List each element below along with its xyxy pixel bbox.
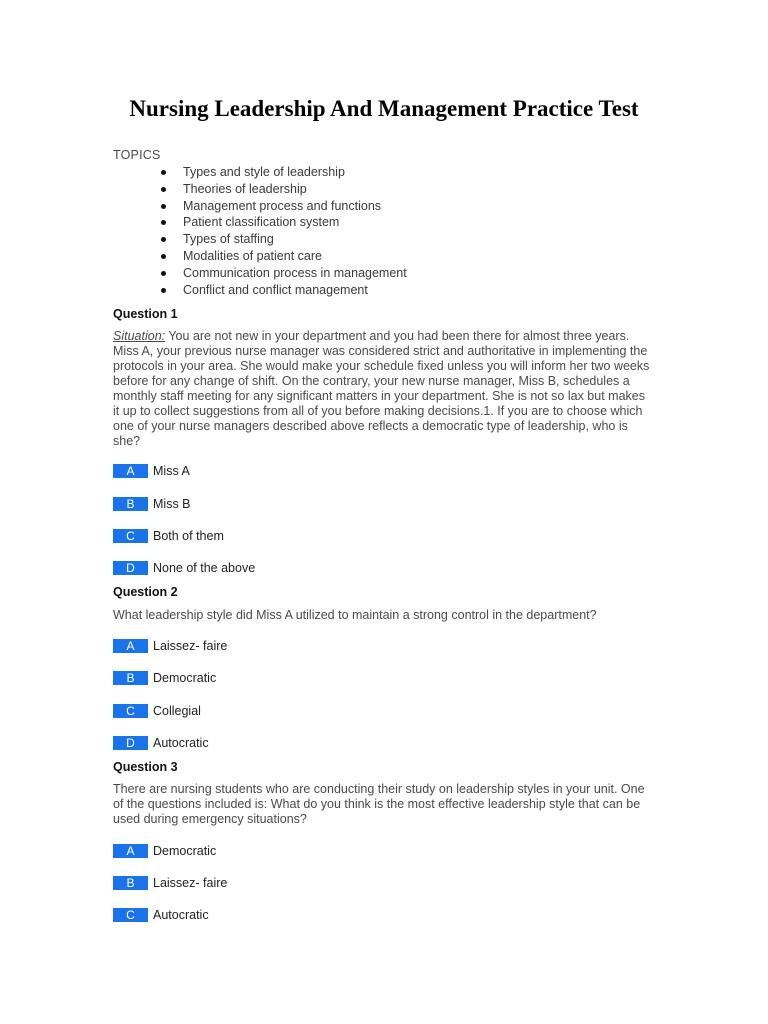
option-letter-badge[interactable]: C: [113, 529, 148, 543]
topic-item: Management process and functions: [183, 198, 407, 215]
option-letter-badge[interactable]: B: [113, 876, 148, 890]
option-letter-badge[interactable]: B: [113, 671, 148, 685]
topic-item: Types and style of leadership: [183, 164, 407, 181]
topic-item: Modalities of patient care: [183, 248, 407, 265]
question-3-text: There are nursing students who are conducting their study on leadership styles in your unit. One of the questions included is: What do you think is the most effective leadership style that can be used during emergency situations?: [113, 782, 645, 826]
question-2-option-d[interactable]: [113, 736, 209, 750]
question-1-option-a[interactable]: [113, 464, 190, 478]
topic-item: Types of staffing: [183, 231, 407, 248]
question-1-text: [113, 329, 653, 449]
option-label: Autocratic: [153, 908, 209, 922]
topic-item: Conflict and conflict management: [183, 282, 407, 299]
option-label: Democratic: [153, 671, 217, 685]
option-label: Laissez- faire: [153, 639, 228, 653]
question-3-heading: Question 3: [113, 760, 178, 774]
option-label: Autocratic: [153, 736, 209, 750]
question-1-option-b[interactable]: [113, 497, 191, 511]
option-letter-badge[interactable]: A: [113, 464, 148, 478]
topic-item: Theories of leadership: [183, 181, 407, 198]
topics-label: TOPICS: [113, 148, 161, 162]
option-letter-badge[interactable]: D: [113, 561, 148, 575]
question-2-option-b[interactable]: [113, 671, 216, 685]
question-3-option-c[interactable]: [113, 908, 209, 922]
topic-item: Communication process in management: [183, 265, 407, 280]
question-1-heading: Question 1: [113, 307, 178, 321]
page-title: Nursing Leadership And Management Practice Test: [129, 96, 639, 121]
question-2-option-c[interactable]: [113, 704, 201, 718]
question-1-body: You are not new in your department and you had been there for almost three years. Miss A, your previous nurse manager was considered strict and authoritative in implementing the protocols in your area. She would make your schedule fixed unless you will inform her two weeks before for any change of shift. On the contrary, your new nurse manager, Miss B, schedules a monthly staff meeting for any significant matters in your department. She is not so lax but makes it up to collect suggestions from all of you before making decisions.1. If you are to choose which one of your nurse managers described above reflects a democratic type of leadership, who is she?: [113, 329, 650, 448]
question-2-text: What leadership style did Miss A utilized to maintain a strong control in the department?: [113, 608, 597, 622]
question-1-option-c[interactable]: [113, 529, 224, 543]
option-letter-badge[interactable]: C: [113, 908, 148, 922]
option-letter-badge[interactable]: C: [113, 704, 148, 718]
option-label: Democratic: [153, 844, 217, 858]
option-label: Laissez- faire: [153, 876, 228, 890]
option-label: Collegial: [153, 704, 201, 718]
option-label: Both of them: [153, 529, 224, 543]
option-label: Miss A: [153, 464, 190, 478]
question-2-heading: Question 2: [113, 585, 178, 599]
situation-label: Situation:: [113, 329, 166, 343]
option-letter-badge[interactable]: A: [113, 639, 148, 653]
option-label: Miss B: [153, 497, 191, 511]
topic-item: Patient classification system: [183, 214, 407, 231]
question-3-option-b[interactable]: [113, 876, 227, 890]
question-1-option-d[interactable]: [113, 561, 255, 575]
option-letter-badge[interactable]: A: [113, 844, 148, 858]
option-letter-badge[interactable]: D: [113, 736, 148, 750]
option-label: None of the above: [153, 561, 256, 575]
question-2-option-a[interactable]: [113, 639, 227, 653]
topics-list: [183, 164, 407, 298]
option-letter-badge[interactable]: B: [113, 497, 148, 511]
question-3-option-a[interactable]: [113, 844, 216, 858]
